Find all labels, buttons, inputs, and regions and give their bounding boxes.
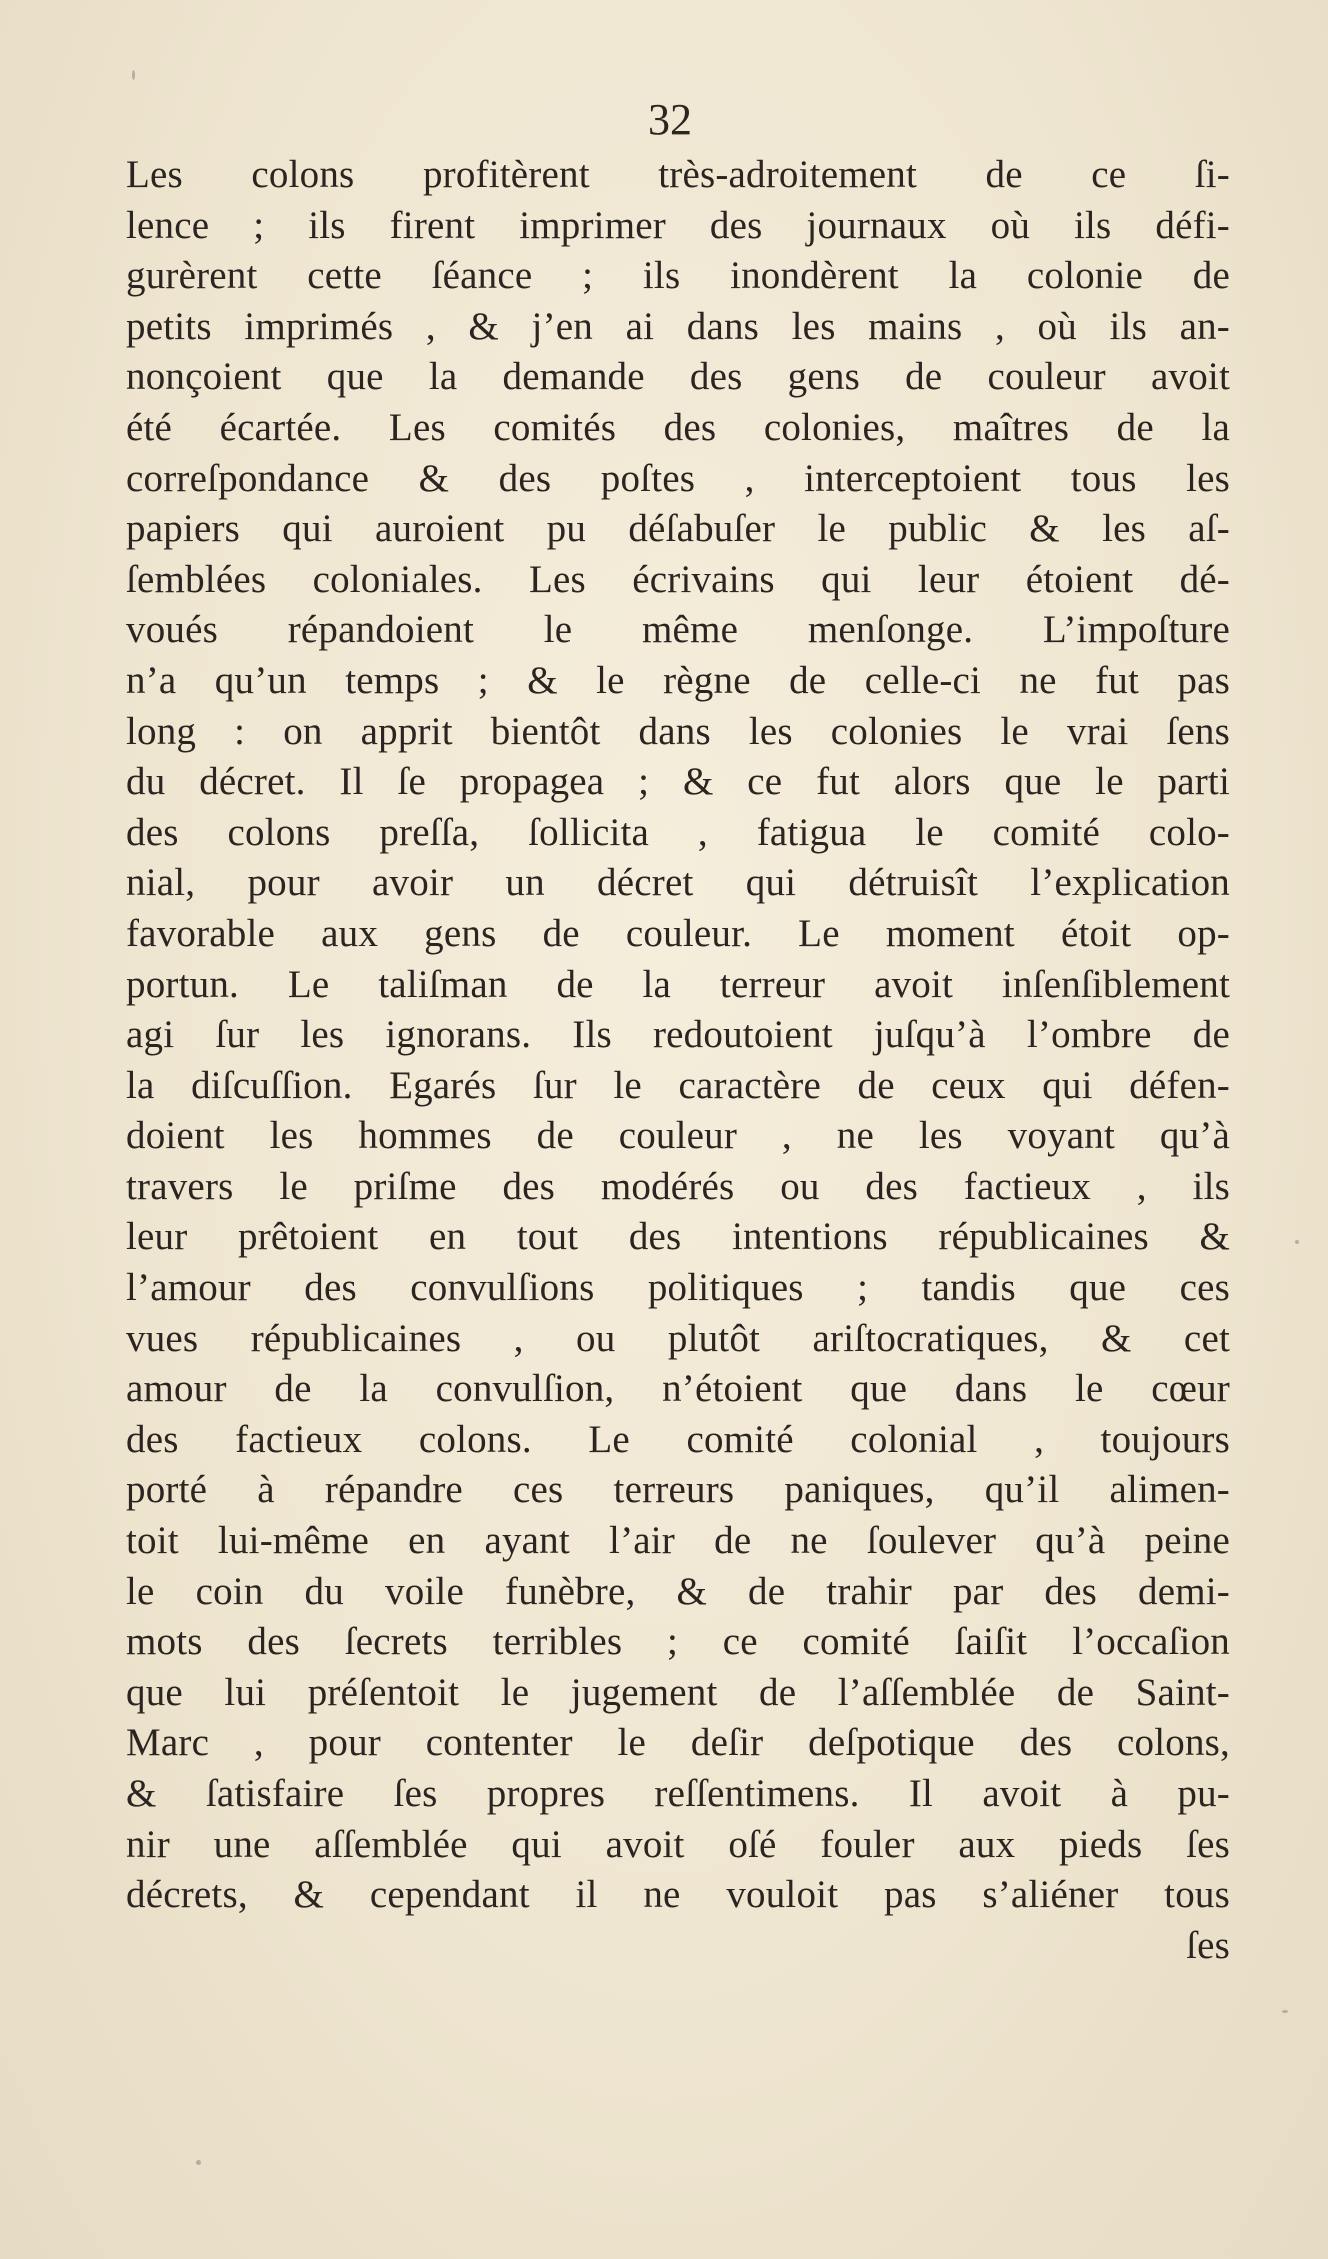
- text-line: décrets, & cependant il ne vouloit pas s’aliéner tous: [126, 1873, 1230, 1917]
- text-line: nonçoient que la demande des gens de couleur avoit: [126, 355, 1230, 399]
- text-line: agi ſur les ignorans. Ils redoutoient juſqu’à l’ombre de: [126, 1013, 1230, 1057]
- text-line: nial, pour avoir un décret qui détruisît l’explication: [126, 861, 1230, 905]
- text-line: portun. Le taliſman de la terreur avoit inſenſiblement: [126, 962, 1230, 1006]
- text-line: papiers qui auroient pu déſabuſer le public & les aſ-: [126, 507, 1230, 551]
- text-line: Marc , pour contenter le deſir deſpotique des colons,: [126, 1721, 1230, 1765]
- page-number: 32: [648, 95, 692, 144]
- text-line: l’amour des convulſions politiques ; tandis que ces: [126, 1266, 1230, 1310]
- text-line: lence ; ils firent imprimer des journaux où ils défi-: [126, 203, 1230, 247]
- text-line: la diſcuſſion. Egarés ſur le caractère de ceux qui défen-: [126, 1063, 1230, 1107]
- text-line: doient les hommes de couleur , ne les voyant qu’à: [126, 1114, 1230, 1158]
- body-text: [126, 150, 1230, 1971]
- text-line: leur prêtoient en tout des intentions républicaines &: [126, 1215, 1230, 1259]
- text-line: correſpondance & des poſtes , interceptoient tous les: [126, 456, 1230, 500]
- paper-speck: [132, 70, 135, 80]
- text-line: ſemblées coloniales. Les écrivains qui leur étoient dé-: [126, 557, 1230, 601]
- text-line: des colons preſſa, ſollicita , fatigua le comité colo-: [126, 810, 1230, 854]
- paper-speck: [1282, 2010, 1288, 2013]
- catchword: ſes: [1186, 1923, 1230, 1967]
- text-line: voués répandoient le même menſonge. L’impoſture: [126, 608, 1230, 652]
- text-line: vues républicaines , ou plutôt ariſtocratiques, & cet: [126, 1316, 1230, 1360]
- text-line: des factieux colons. Le comité colonial , toujours: [126, 1417, 1230, 1461]
- text-line: que lui préſentoit le jugement de l’aſſemblée de Saint-: [126, 1670, 1230, 1714]
- paper-speck: [196, 2160, 201, 2165]
- text-line: petits imprimés , & j’en ai dans les mains , où ils an-: [126, 304, 1230, 348]
- text-line: été écartée. Les comités des colonies, maîtres de la: [126, 405, 1230, 449]
- text-line: amour de la convulſion, n’étoient que dans le cœur: [126, 1367, 1230, 1411]
- text-line: Les colons profitèrent très-adroitement de ce ſi-: [126, 153, 1230, 196]
- text-line: travers le priſme des modérés ou des factieux , ils: [126, 1164, 1230, 1208]
- text-line: long : on apprit bientôt dans les colonies le vrai ſens: [126, 709, 1230, 753]
- text-line: mots des ſecrets terribles ; ce comité ſaiſit l’occaſion: [126, 1620, 1230, 1664]
- text-line: gurèrent cette ſéance ; ils inondèrent la colonie de: [126, 254, 1230, 298]
- text-line: toit lui-même en ayant l’air de ne ſoulever qu’à peine: [126, 1519, 1230, 1563]
- text-line: n’a qu’un temps ; & le règne de celle-ci ne fut pas: [126, 658, 1230, 702]
- paper-speck: [1295, 1240, 1299, 1244]
- text-line: du décret. Il ſe propagea ; & ce fut alors que le parti: [126, 760, 1230, 804]
- text-line: porté à répandre ces terreurs paniques, qu’il alimen-: [126, 1468, 1230, 1512]
- text-line: favorable aux gens de couleur. Le moment étoit op-: [126, 911, 1230, 955]
- text-line: le coin du voile funèbre, & de trahir par des demi-: [126, 1569, 1230, 1613]
- text-line: nir une aſſemblée qui avoit oſé fouler aux pieds ſes: [126, 1822, 1230, 1866]
- text-line: & ſatisfaire ſes propres reſſentimens. Il avoit à pu-: [126, 1772, 1230, 1815]
